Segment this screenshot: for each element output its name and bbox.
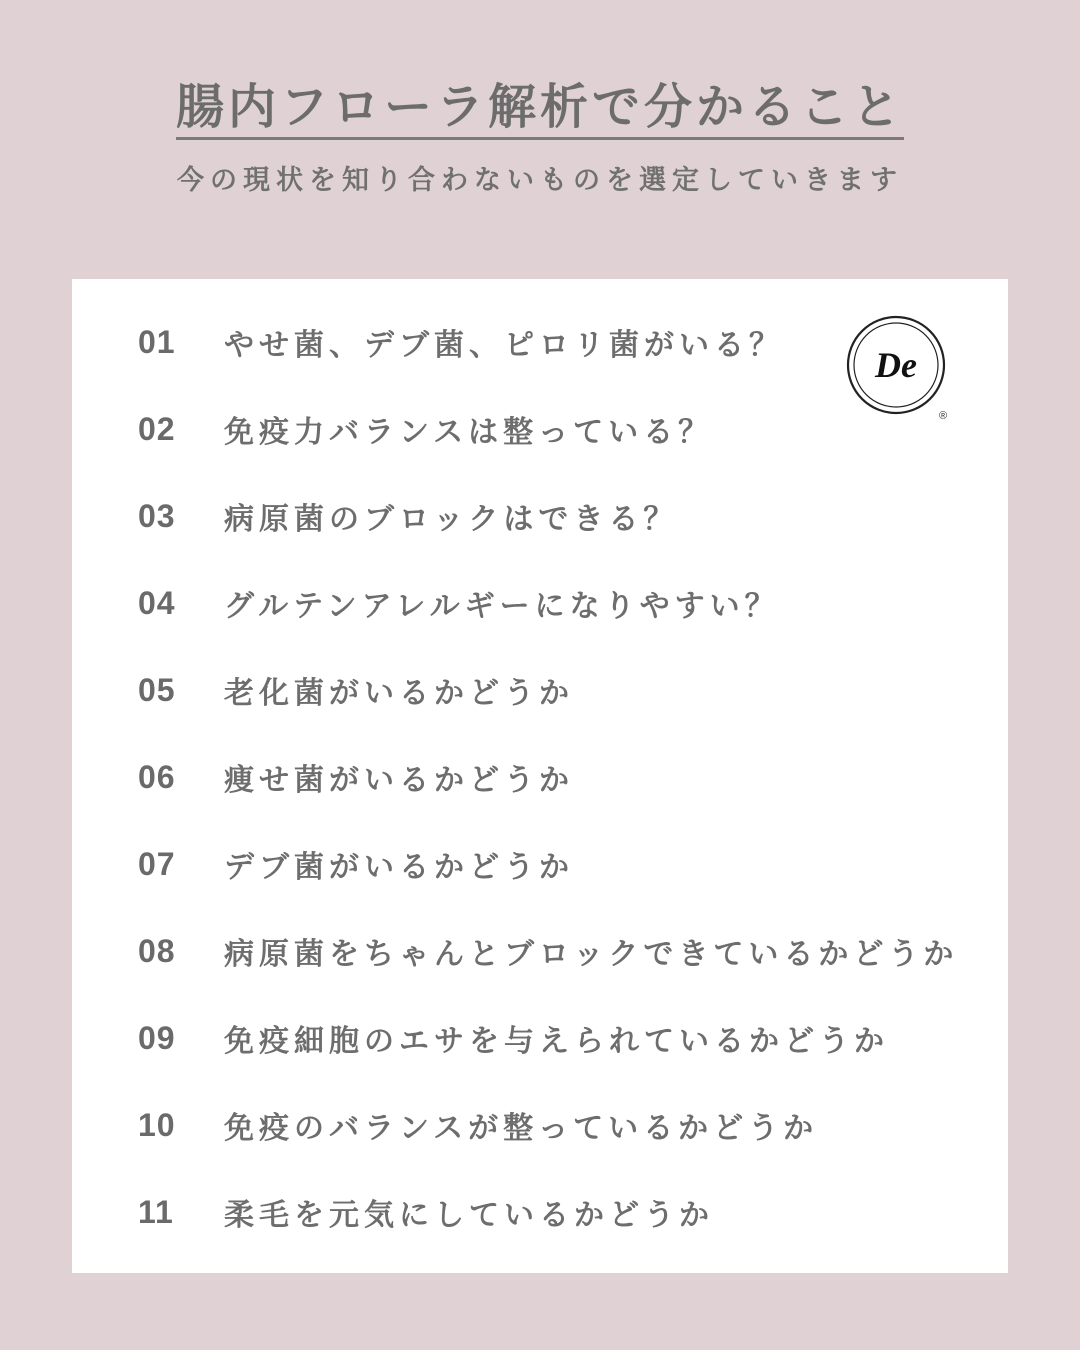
item-text: 免疫のバランスが整っているかどうか xyxy=(224,1111,819,1146)
item-text: グルテンアレルギーになりやすい？ xyxy=(224,589,780,624)
item-text: 免疫力バランスは整っている？ xyxy=(224,415,714,450)
list-item xyxy=(138,312,784,372)
list-item xyxy=(138,747,574,807)
list-item xyxy=(138,486,678,546)
page-title: 腸内フローラ解析で分かること xyxy=(176,80,904,140)
item-number: 06 xyxy=(138,758,176,795)
item-number: 11 xyxy=(138,1193,174,1230)
list-item xyxy=(138,399,713,459)
list-item xyxy=(138,1182,714,1242)
item-text: 老化菌がいるかどうか xyxy=(224,676,574,711)
item-number: 09 xyxy=(138,1019,176,1056)
item-text: やせ菌、デブ菌、ピロリ菌がいる？ xyxy=(224,328,784,363)
list-item xyxy=(138,834,574,894)
item-number: 01 xyxy=(138,323,176,360)
registered-mark: ® xyxy=(938,410,948,421)
list-item xyxy=(138,1008,889,1068)
item-text: デブ菌がいるかどうか xyxy=(224,850,574,885)
item-number: 10 xyxy=(138,1106,176,1143)
item-number: 07 xyxy=(138,845,176,882)
item-text: 痩せ菌がいるかどうか xyxy=(224,763,574,798)
item-number: 02 xyxy=(138,410,176,447)
checklist-card xyxy=(72,279,1008,1273)
item-number: 03 xyxy=(138,497,176,534)
header xyxy=(0,80,1080,197)
item-text: 柔毛を元気にしているかどうか xyxy=(224,1198,714,1233)
logo-text: De xyxy=(875,345,917,385)
brand-logo xyxy=(846,315,952,421)
item-text: 病原菌のブロックはできる？ xyxy=(224,502,679,537)
item-text: 免疫細胞のエサを与えられているかどうか xyxy=(224,1024,889,1059)
item-text: 病原菌をちゃんとブロックできているかどうか xyxy=(224,937,959,972)
list-item xyxy=(138,660,574,720)
item-number: 04 xyxy=(138,584,176,621)
list-item xyxy=(138,921,958,981)
page-subtitle: 今の現状を知り合わないものを選定していきます xyxy=(177,165,903,197)
list-item xyxy=(138,1095,818,1155)
item-number: 05 xyxy=(138,671,176,708)
list-item xyxy=(138,573,780,633)
item-number: 08 xyxy=(138,932,176,969)
